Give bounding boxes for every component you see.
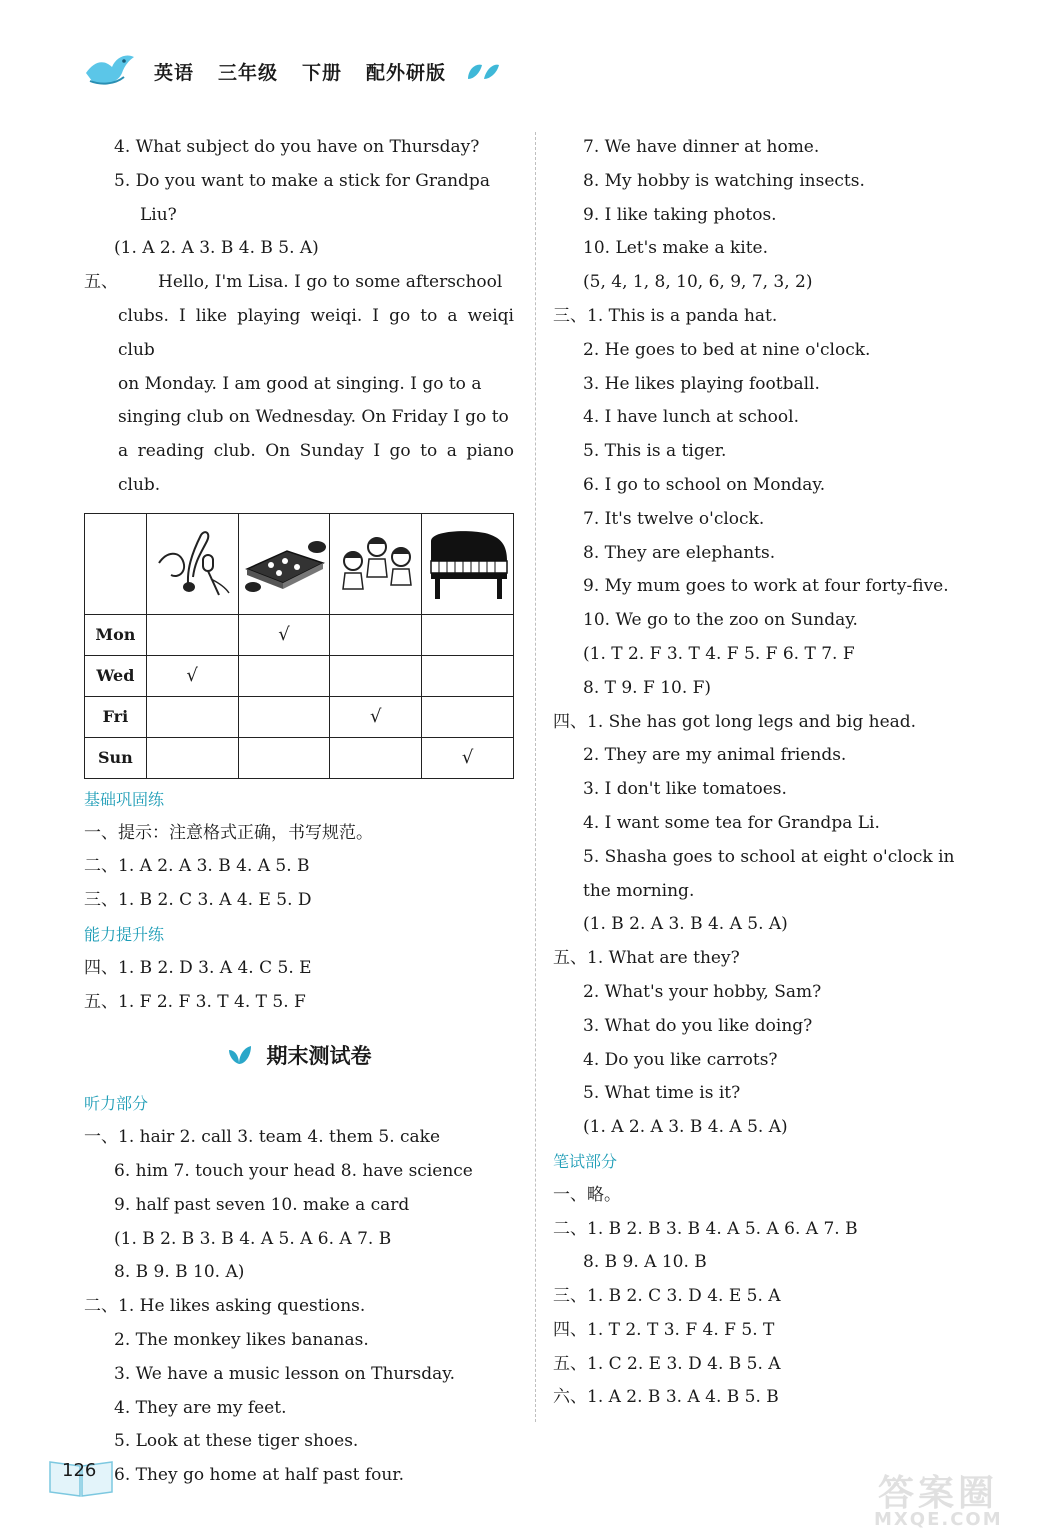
table-row <box>85 737 514 778</box>
table-row <box>85 696 514 737</box>
check-cell <box>330 737 422 778</box>
answer-line: 8. They are elephants. <box>583 542 776 563</box>
answer-line: 4. What subject do you have on Thursday? <box>114 137 480 157</box>
answer-line: 一、1. hair 2. call 3. team 4. them 5. cake <box>84 1127 441 1148</box>
section-title-written: 笔试部分 <box>553 1151 618 1171</box>
passage-line: singing club on Wednesday. On Friday I go to <box>118 407 509 428</box>
section-title-basic: 基础巩固练 <box>84 789 165 809</box>
day-cell: Wed <box>85 655 147 696</box>
check-cell: √ <box>146 655 238 696</box>
bird-logo-icon <box>84 51 136 91</box>
left-column <box>84 131 514 1493</box>
watermark <box>860 1465 1050 1531</box>
answer-line: 四、1. She has got long legs and big head. <box>553 711 917 732</box>
table-icon-cell <box>238 513 330 614</box>
page-header <box>84 50 500 92</box>
check-cell: √ <box>238 614 330 655</box>
answer-line: 四、1. T 2. T 3. F 4. F 5. T <box>553 1319 775 1340</box>
answer-line: 6. They go home at half past four. <box>114 1465 404 1486</box>
page-number-badge <box>48 1458 114 1498</box>
answer-line: (1. B 2. A 3. B 4. A 5. A) <box>583 914 788 935</box>
table-icon-cell <box>330 513 422 614</box>
right-answers-a <box>553 131 983 1145</box>
answer-line: 4. Do you like carrots? <box>583 1049 778 1070</box>
answer-line: 8. B 9. A 10. B <box>583 1252 707 1273</box>
answer-line: 二、1. A 2. A 3. B 4. A 5. B <box>84 856 310 877</box>
piano-icon <box>425 521 511 601</box>
header-edition: 配外研版 <box>366 61 447 84</box>
leaves-icon <box>466 61 500 81</box>
day-cell: Mon <box>85 614 147 655</box>
answer-line: 5. This is a tiger. <box>583 441 727 462</box>
table-header-row <box>85 513 514 614</box>
check-cell: √ <box>422 737 514 778</box>
answer-line: 5. What time is it? <box>583 1083 741 1104</box>
answer-line: 2. The monkey likes bananas. <box>114 1329 369 1350</box>
table-row <box>85 655 514 696</box>
section-title-listening: 听力部分 <box>84 1094 149 1114</box>
check-cell <box>422 614 514 655</box>
answer-line: 5. Shasha goes to school at eight o'clock in <box>583 846 955 867</box>
answer-line: 一、提示：注意格式正确，书写规范。 <box>84 822 373 843</box>
check-cell <box>238 696 330 737</box>
music-note-microphone-icon <box>149 521 235 601</box>
table-icon-cell <box>146 513 238 614</box>
exam-title: 期末测试卷 <box>266 1044 372 1069</box>
answer-line: 2. He goes to bed at nine o'clock. <box>583 339 871 360</box>
answer-line: 4. I have lunch at school. <box>583 407 799 428</box>
check-cell <box>330 614 422 655</box>
answer-line: 6. I go to school on Monday. <box>583 474 826 495</box>
answer-line: 五、1. What are they? <box>553 948 740 969</box>
day-cell: Fri <box>85 696 147 737</box>
answer-line: 4. I want some tea for Grandpa Li. <box>583 812 880 833</box>
header-subject: 英语 <box>154 61 195 84</box>
answer-line: (1. B 2. B 3. B 4. A 5. A 6. A 7. B <box>114 1228 392 1249</box>
answer-line: 2. What's your hobby, Sam? <box>583 981 822 1002</box>
passage-line: Hello, I'm Lisa. I go to some afterschool <box>158 272 503 293</box>
passage-line: clubs. I like playing weiqi. I go to a weiqi club <box>118 305 514 360</box>
answer-line: 二、1. He likes asking questions. <box>84 1296 366 1317</box>
answer-line: 三、1. This is a panda hat. <box>553 305 778 326</box>
answer-line: 8. T 9. F 10. F) <box>583 677 712 698</box>
section-label: 五、 <box>84 272 118 293</box>
answer-line: 六、1. A 2. B 3. A 4. B 5. B <box>553 1387 779 1408</box>
answer-line: 二、1. B 2. B 3. B 4. A 5. A 6. A 7. B <box>553 1218 858 1239</box>
answer-line: 五、1. F 2. F 3. T 4. T 5. F <box>84 991 306 1012</box>
answer-line: 五、1. C 2. E 3. D 4. B 5. A <box>553 1353 781 1374</box>
answer-line: 9. half past seven 10. make a card <box>114 1194 410 1215</box>
answer-line: Liu? <box>140 204 177 225</box>
passage-paragraph <box>84 266 514 503</box>
column-divider <box>535 132 536 1422</box>
check-cell <box>146 737 238 778</box>
passage-line: on Monday. I am good at singing. I go to a <box>118 373 482 394</box>
exam-title-bar <box>84 1023 514 1087</box>
answer-line: 3. He likes playing football. <box>583 373 820 394</box>
answer-line: 9. I like taking photos. <box>583 204 777 225</box>
answer-line: 9. My mum goes to work at four forty-five. <box>583 576 949 597</box>
answer-line: the morning. <box>583 880 695 901</box>
table-row <box>85 614 514 655</box>
children-reading-icon <box>333 521 419 601</box>
check-cell <box>238 655 330 696</box>
answer-line: 三、1. B 2. C 3. D 4. E 5. A <box>553 1286 781 1307</box>
answer-line: 2. They are my animal friends. <box>583 745 847 766</box>
check-cell <box>330 655 422 696</box>
answer-line: 5. Look at these tiger shoes. <box>114 1431 359 1452</box>
club-schedule-table <box>84 513 514 779</box>
listening-answers <box>84 1121 514 1493</box>
section-title-ability: 能力提升练 <box>84 924 165 944</box>
answer-line: 3. What do you like doing? <box>583 1015 813 1036</box>
right-column <box>553 131 983 1415</box>
answer-line: 8. B 9. B 10. A) <box>114 1262 245 1283</box>
check-cell <box>238 737 330 778</box>
answer-line: 三、1. B 2. C 3. A 4. E 5. D <box>84 890 312 911</box>
table-icon-cell <box>422 513 514 614</box>
answer-line: 6. him 7. touch your head 8. have science <box>114 1160 473 1181</box>
watermark-bottom: MXQE.COM <box>874 1509 1003 1530</box>
answer-line: 4. They are my feet. <box>114 1397 287 1418</box>
answer-line: 3. I don't like tomatoes. <box>583 779 787 800</box>
check-cell <box>146 696 238 737</box>
answer-line: 8. My hobby is watching insects. <box>583 170 865 191</box>
table-corner-cell <box>85 513 147 614</box>
answer-line: (1. T 2. F 3. T 4. F 5. F 6. T 7. F <box>583 643 855 664</box>
answer-line: 10. We go to the zoo on Sunday. <box>583 610 858 631</box>
watermark-top: 答案圈 <box>878 1473 999 1514</box>
answer-line: (5, 4, 1, 8, 10, 6, 9, 7, 3, 2) <box>583 272 813 293</box>
page-number: 126 <box>62 1460 97 1481</box>
check-cell <box>422 655 514 696</box>
answer-line: 5. Do you want to make a stick for Grandpa <box>114 170 490 191</box>
answer-line: 3. We have a music lesson on Thursday. <box>114 1363 455 1384</box>
answer-line: 7. We have dinner at home. <box>583 137 820 157</box>
check-cell <box>146 614 238 655</box>
passage-line: a reading club. On Sunday I go to a piano club. <box>118 441 514 495</box>
check-cell: √ <box>330 696 422 737</box>
answer-line: 一、略。 <box>553 1184 621 1205</box>
day-cell: Sun <box>85 737 147 778</box>
answer-line: (1. A 2. A 3. B 4. A 5. A) <box>583 1117 788 1138</box>
header-grade: 三年级 <box>218 61 279 84</box>
leaf-icon <box>227 1044 253 1066</box>
answer-line: (1. A 2. A 3. B 4. B 5. A) <box>114 238 319 259</box>
weiqi-board-icon <box>241 521 327 601</box>
check-cell <box>422 696 514 737</box>
answer-line: 7. It's twelve o'clock. <box>583 508 765 529</box>
answer-line: 四、1. B 2. D 3. A 4. C 5. E <box>84 957 312 978</box>
right-answers-b <box>553 1179 983 1416</box>
answer-line: 10. Let's make a kite. <box>583 238 769 259</box>
header-volume: 下册 <box>302 61 343 84</box>
